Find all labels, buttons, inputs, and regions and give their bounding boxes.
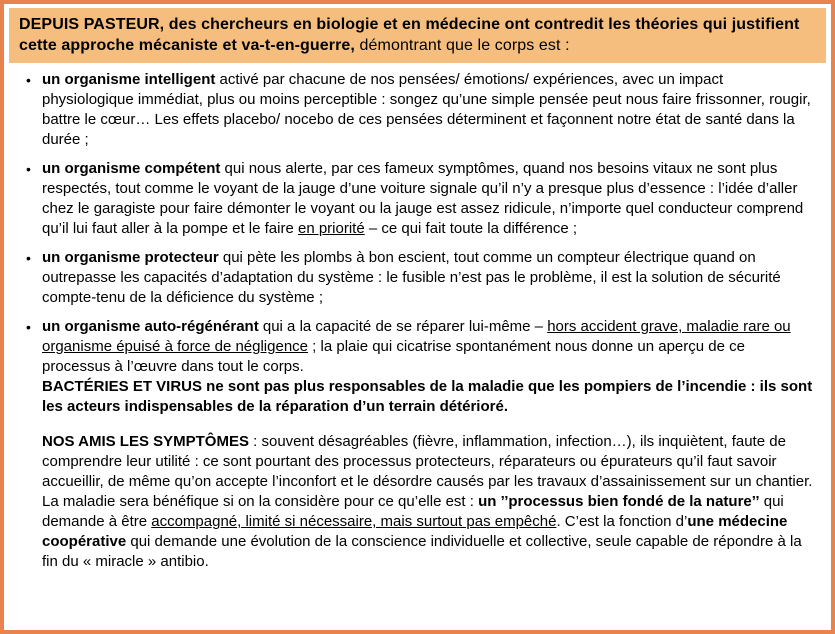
text-segment: DEPUIS PASTEUR, des chercheurs en biologie et en médecine ont contredit les théories qui justifient cette approche mécaniste et va-t-en-guerre, (19, 16, 800, 54)
bullet-text (42, 70, 816, 150)
text-segment: . C’est la fonction d’ (556, 513, 688, 530)
bullet-item (17, 317, 816, 417)
bullet-list (17, 70, 816, 417)
paragraph (42, 492, 816, 572)
text-segment: ; la plaie qui cicatrise spontanément nous donne un aperçu de ce processus à l’œuvre dans tout le corps. (42, 338, 745, 375)
text-segment: hors accident grave, maladie rare ou organisme épuisé à force de négligence (42, 318, 791, 355)
bullet-item (17, 70, 816, 150)
document-body (9, 63, 826, 572)
header-text (19, 16, 799, 54)
bullet-icon: • (26, 250, 31, 266)
bullet-item (17, 159, 816, 239)
bullet-icon: • (26, 319, 31, 335)
closing-paragraphs (42, 432, 816, 572)
bullet-text (42, 317, 816, 417)
text-segment: NOS AMIS LES SYMPTÔMES (42, 433, 249, 450)
text-segment: qui pète les plombs à bon escient, tout comme un compteur électrique quand on outrepasse les capacités d’adaptation du système : le fusible n’est pas le problème, il est la solution de sécurité compte-tenu de la déficience du système ; (42, 249, 781, 306)
text-segment: un organisme compétent (42, 160, 221, 177)
text-segment: un organisme protecteur (42, 249, 219, 266)
header-banner (9, 8, 826, 63)
text-segment: une médecine coopérative (42, 513, 788, 550)
text-segment: accompagné, limité si nécessaire, mais surtout pas empêché (151, 513, 557, 530)
bullet-item (17, 248, 816, 308)
text-segment: qui demande à être (42, 493, 784, 530)
text-segment: qui demande une évolution de la conscience individuelle et collective, seule capable de répondre à la fin du « miracle » antibio. (42, 533, 802, 570)
text-segment: démontrant que le corps est : (359, 37, 570, 54)
text-segment: qui a la capacité de se réparer lui-même – (258, 318, 548, 335)
text-segment: BACTÉRIES ET VIRUS ne sont pas plus responsables de la maladie que les pompiers de l’incendie : ils sont les acteurs indispensables de la réparation d’un terrain détérioré. (42, 378, 813, 415)
text-segment: – ce qui fait toute la différence ; (364, 220, 578, 237)
text-segment: activé par chacune de nos pensées/ émotions/ expériences, avec un impact physiologique immédiat, plus ou moins perceptible : songez qu’une simple pensée peut nous faire frissonner, rougir, battre le cœur… Les effets placebo/ nocebo de ces pensées déterminent et façonnent notre état de santé dans la durée ; (42, 71, 811, 148)
text-segment: un organisme intelligent (42, 71, 216, 88)
text-segment: un organisme auto-régénérant (42, 318, 259, 335)
text-segment: qui nous alerte, par ces fameux symptômes, quand nos besoins vitaux ne sont plus respectés, tout comme le voyant de la jauge d’une voiture signale qu’il n’y a presque plus d’essence : l’idée d’aller chez le garagiste pour faire démonter le voyant ou la jauge est assez ridicule, n’importe quel conducteur comprend qu’il lui faut aller à la pompe et le faire (42, 160, 804, 237)
text-segment: La maladie sera bénéfique si on la considère pour ce qu’elle est : (42, 493, 479, 510)
paragraph (42, 432, 816, 492)
bullet-icon: • (26, 72, 31, 88)
bullet-text (42, 248, 816, 308)
bullet-text (42, 159, 816, 239)
text-segment: un ’’processus bien fondé de la nature’’ (478, 493, 760, 510)
text-segment: en priorité (297, 220, 365, 237)
text-segment: : souvent désagréables (fièvre, inflammation, infection…), ils inquiètent, faute de comprendre leur utilité : ce sont pourtant des processus protecteurs, réparateurs ou épurateurs qu’il faut savoir accueillir, de même qu’on accepte l’inconfort et le désordre causés par les travaux d’assainissement sur un chantier. (42, 433, 813, 490)
bullet-icon: • (26, 161, 31, 177)
